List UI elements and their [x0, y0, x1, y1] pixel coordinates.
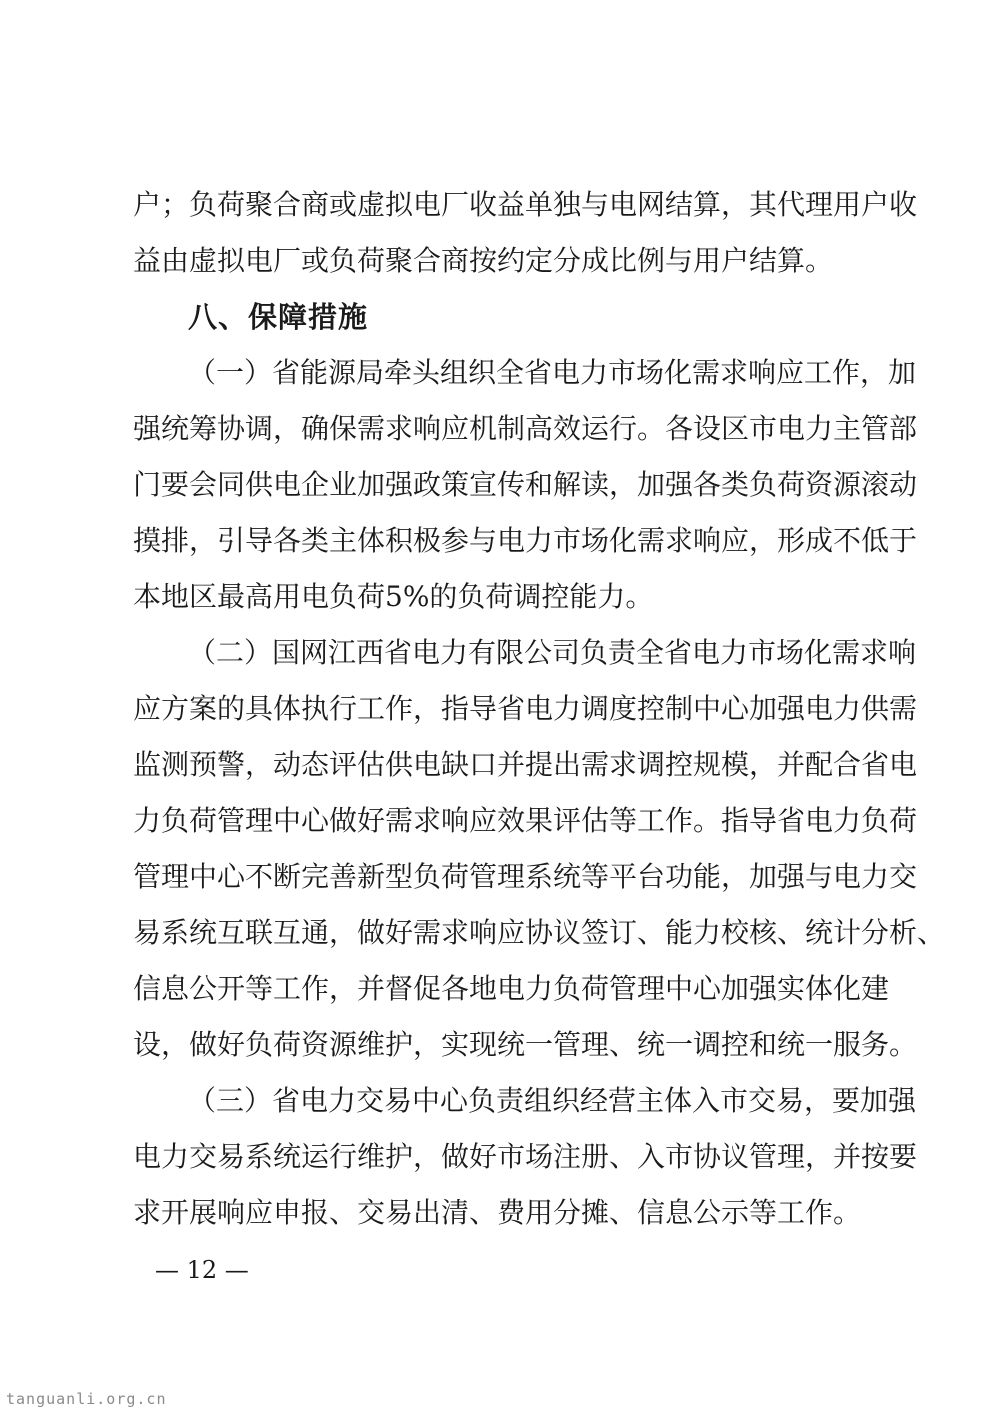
- paragraph-line: 门要会同供电企业加强政策宣传和解读，加强各类负荷资源滚动: [133, 468, 918, 501]
- paragraph-line: 信息公开等工作，并督促各地电力负荷管理中心加强实体化建: [133, 972, 890, 1005]
- paragraph-line: （一）省能源局牵头组织全省电力市场化需求响应工作，加: [188, 356, 917, 389]
- paragraph-line: （二）国网江西省电力有限公司负责全省电力市场化需求响: [188, 636, 917, 669]
- paragraph-line: 设，做好负荷资源维护，实现统一管理、统一调控和统一服务。: [133, 1028, 918, 1061]
- paragraph-line: 强统筹协调，确保需求响应机制高效运行。各设区市电力主管部: [133, 412, 918, 445]
- paragraph-line: （三）省电力交易中心负责组织经营主体入市交易，要加强: [188, 1084, 917, 1117]
- section-heading: 八、保障措施: [188, 300, 369, 334]
- page-number: — 12 —: [155, 1256, 249, 1284]
- paragraph-line: 管理中心不断完善新型负荷管理系统等平台功能，加强与电力交: [133, 860, 918, 893]
- paragraph-line: 户；负荷聚合商或虚拟电厂收益单独与电网结算，其代理用户收: [133, 188, 918, 221]
- paragraph-line: 摸排，引导各类主体积极参与电力市场化需求响应，形成不低于: [133, 524, 918, 557]
- watermark-text: tanguanli.org.cn: [6, 1390, 167, 1408]
- paragraph-line: 应方案的具体执行工作，指导省电力调度控制中心加强电力供需: [133, 692, 918, 725]
- paragraph-line: 益由虚拟电厂或负荷聚合商按约定分成比例与用户结算。: [133, 244, 834, 277]
- paragraph-line: 电力交易系统运行维护，做好市场注册、入市协议管理，并按要: [133, 1140, 918, 1173]
- paragraph-line: 本地区最高用电负荷5%的负荷调控能力。: [133, 580, 654, 613]
- paragraph-line: 力负荷管理中心做好需求响应效果评估等工作。指导省电力负荷: [133, 804, 918, 837]
- paragraph-line: 易系统互联互通，做好需求响应协议签订、能力校核、统计分析、: [133, 916, 946, 949]
- paragraph-line: 求开展响应申报、交易出清、费用分摊、信息公示等工作。: [133, 1196, 862, 1229]
- paragraph-line: 监测预警，动态评估供电缺口并提出需求调控规模，并配合省电: [133, 748, 918, 781]
